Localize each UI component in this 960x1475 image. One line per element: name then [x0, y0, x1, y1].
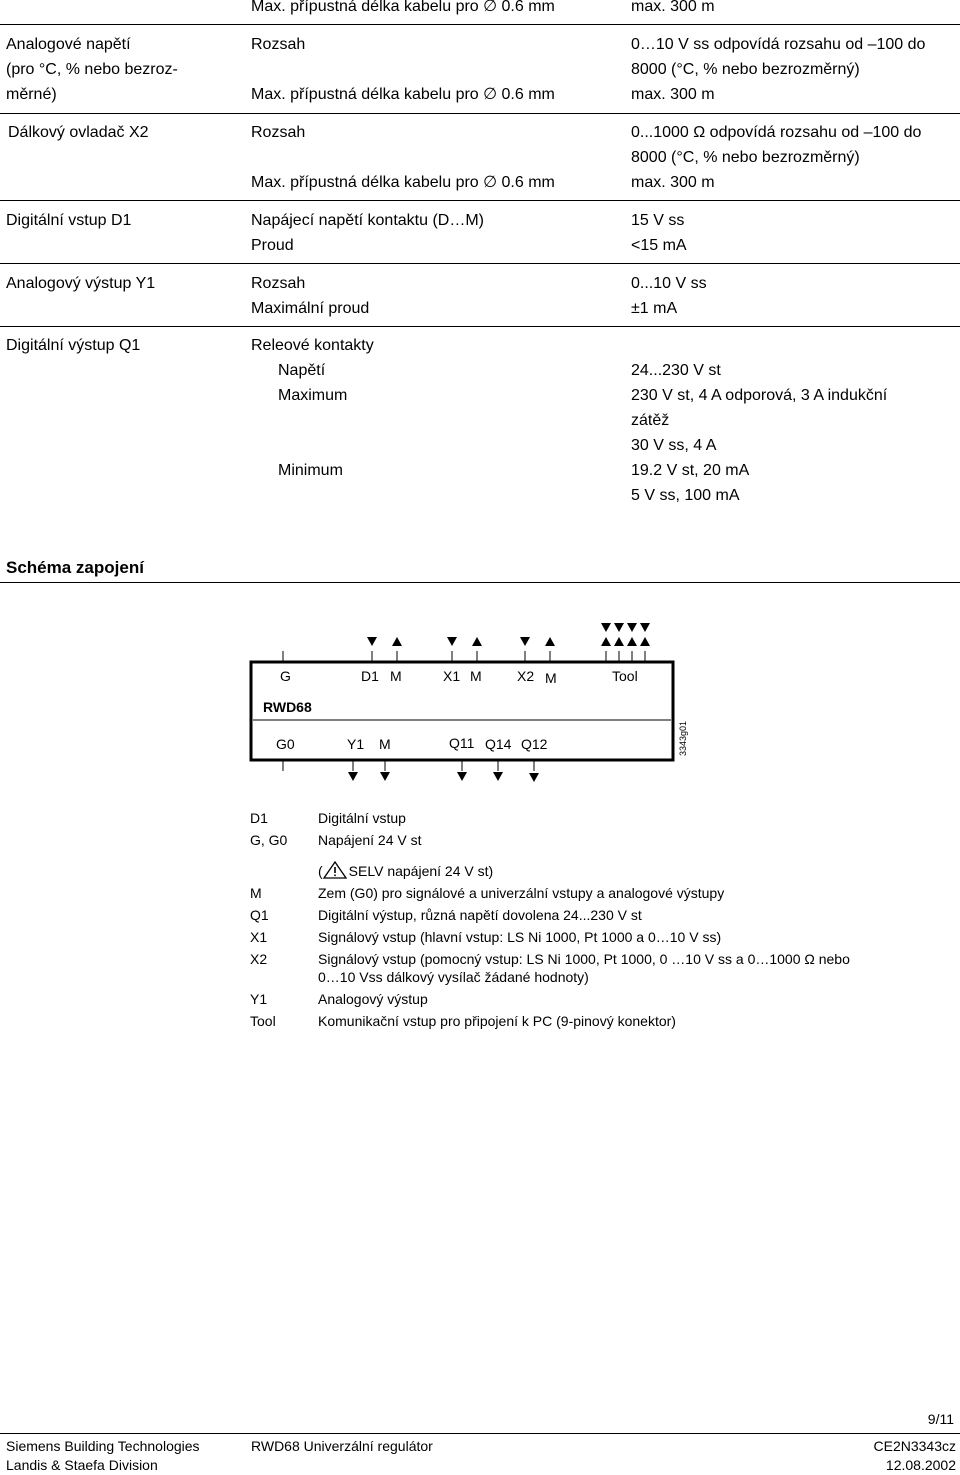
terminal-m: M	[470, 668, 482, 684]
signal-arrows-top	[367, 623, 650, 646]
arrow-up-icon	[392, 637, 402, 646]
legend-desc: Digitální vstup	[318, 810, 406, 826]
footer-divider	[0, 1433, 960, 1434]
spec-label-analog-voltage: Analogové napětí (pro °C, % nebo bezroz- měrné)	[6, 36, 178, 103]
spec-label-remote-x2: Dálkový ovladač X2	[8, 124, 149, 141]
footer-doc-info: CE2N3343cz 12.08.2002	[873, 1438, 956, 1473]
legend-desc: Digitální výstup, různá napětí dovolena 24...230 V st	[318, 907, 642, 923]
drawing-code: 3343g01	[678, 720, 688, 756]
legend-key: X2	[250, 951, 268, 967]
legend-desc: Analogový výstup	[318, 991, 428, 1007]
arrow-down-icon	[640, 623, 650, 632]
terminal-q12: Q12	[521, 736, 548, 752]
terminal-g: G	[280, 668, 291, 684]
values-analog-out: 0...10 V ss ±1 mA	[631, 275, 707, 317]
spec-label-analog-out: Analogový výstup Y1	[6, 275, 156, 292]
signal-arrows-bottom	[348, 772, 539, 782]
value-minimum: 19.2 V st, 20 mA 5 V ss, 100 mA	[631, 462, 750, 504]
legend-key: X1	[250, 929, 268, 945]
param-cable-length: Max. přípustná délka kabelu pro ∅ 0.6 mm	[251, 86, 555, 103]
legend-desc: Signálový vstup (pomocný vstup: LS Ni 1000, Pt 1000, 0 …10 V ss a 0…1000 Ω nebo	[318, 951, 850, 967]
legend-key: D1	[250, 810, 268, 826]
arrow-up-icon	[472, 637, 482, 646]
legend-desc-selv: ( SELV napájení 24 V st)	[318, 863, 494, 879]
value-voltage: 24...230 V st	[631, 362, 721, 379]
page-number: 9/11	[927, 1411, 954, 1427]
arrow-down-icon	[457, 772, 467, 781]
terminal-m: M	[545, 670, 557, 686]
terminal-y1: Y1	[347, 736, 365, 752]
legend-key: M	[250, 885, 262, 901]
arrow-up-icon	[545, 637, 555, 646]
terminal-tool: Tool	[612, 668, 638, 684]
arrow-up-icon	[627, 637, 637, 646]
arrow-down-icon	[529, 773, 539, 782]
arrow-up-icon	[601, 637, 611, 646]
terminal-x2: X2	[517, 668, 535, 684]
params-digital-in: Napájecí napětí kontaktu (D…M) Proud	[251, 212, 484, 254]
param-maximum: Maximum	[278, 387, 348, 404]
arrow-down-icon	[520, 637, 530, 646]
param-range: Rozsah	[251, 36, 306, 53]
value-analog-voltage: 0…10 V ss odpovídá rozsahu od –100 do 8000 (°C, % nebo bezrozměrný) max. 300 m	[631, 36, 926, 103]
arrow-down-icon	[447, 637, 457, 646]
values-digital-in: 15 V ss <15 mA	[631, 212, 687, 254]
arrow-down-icon	[367, 637, 377, 646]
spec-label-digital-out: Digitální výstup Q1	[6, 337, 141, 354]
arrow-down-icon	[348, 772, 358, 781]
legend-key: Y1	[250, 991, 268, 1007]
cable-length-value: max. 300 m	[631, 0, 715, 15]
legend-key: G, G0	[250, 832, 288, 848]
cable-length-param: Max. přípustná délka kabelu pro ∅ 0.6 mm	[251, 0, 555, 15]
arrow-down-icon	[627, 623, 637, 632]
terminal-m: M	[379, 736, 391, 752]
arrow-down-icon	[601, 623, 611, 632]
legend-desc: Zem (G0) pro signálové a univerzální vstupy a analogové výstupy	[318, 885, 725, 901]
footer-product: RWD68 Univerzální regulátor	[251, 1438, 433, 1454]
legend-desc: Signálový vstup (hlavní vstup: LS Ni 1000, Pt 1000 a 0…10 V ss)	[318, 929, 722, 945]
warning-icon	[323, 861, 347, 879]
footer-company: Siemens Building Technologies Landis & Staefa Division	[6, 1438, 200, 1473]
legend-desc: Napájení 24 V st	[318, 832, 422, 848]
terminal-x1: X1	[443, 668, 461, 684]
legend-key: Q1	[250, 907, 269, 923]
legend-desc: 0…10 Vss dálkový vysílač žádané hodnoty)	[318, 969, 589, 985]
terminal-d1: D1	[361, 668, 379, 684]
param-range: Rozsah	[251, 124, 306, 141]
arrow-up-icon	[640, 637, 650, 646]
param-voltage: Napětí	[278, 362, 326, 379]
device-name: RWD68	[263, 699, 312, 715]
param-minimum: Minimum	[278, 462, 343, 479]
value-maximum: 230 V st, 4 A odporová, 3 A indukční zátěž 30 V ss, 4 A	[631, 387, 888, 454]
terminal-q11: Q11	[449, 735, 475, 751]
terminal-g0: G0	[276, 736, 295, 752]
section-title: Schéma zapojení	[6, 558, 144, 577]
arrow-down-icon	[380, 772, 390, 781]
terminal-m: M	[390, 668, 402, 684]
param-relay-contacts: Releové kontakty	[251, 337, 374, 354]
legend-key: Tool	[250, 1013, 276, 1029]
terminal-q14: Q14	[485, 736, 512, 752]
spec-label-digital-in: Digitální vstup D1	[6, 212, 132, 229]
arrow-up-icon	[614, 637, 624, 646]
value-remote-x2: 0...1000 Ω odpovídá rozsahu od –100 do 8000 (°C, % nebo bezrozměrný) max. 300 m	[631, 124, 922, 191]
arrow-down-icon	[614, 623, 624, 632]
legend-desc: Komunikační vstup pro připojení k PC (9-pinový konektor)	[318, 1013, 676, 1029]
params-analog-out: Rozsah Maximální proud	[251, 275, 370, 317]
param-cable-length: Max. přípustná délka kabelu pro ∅ 0.6 mm	[251, 174, 555, 191]
arrow-down-icon	[493, 772, 503, 781]
